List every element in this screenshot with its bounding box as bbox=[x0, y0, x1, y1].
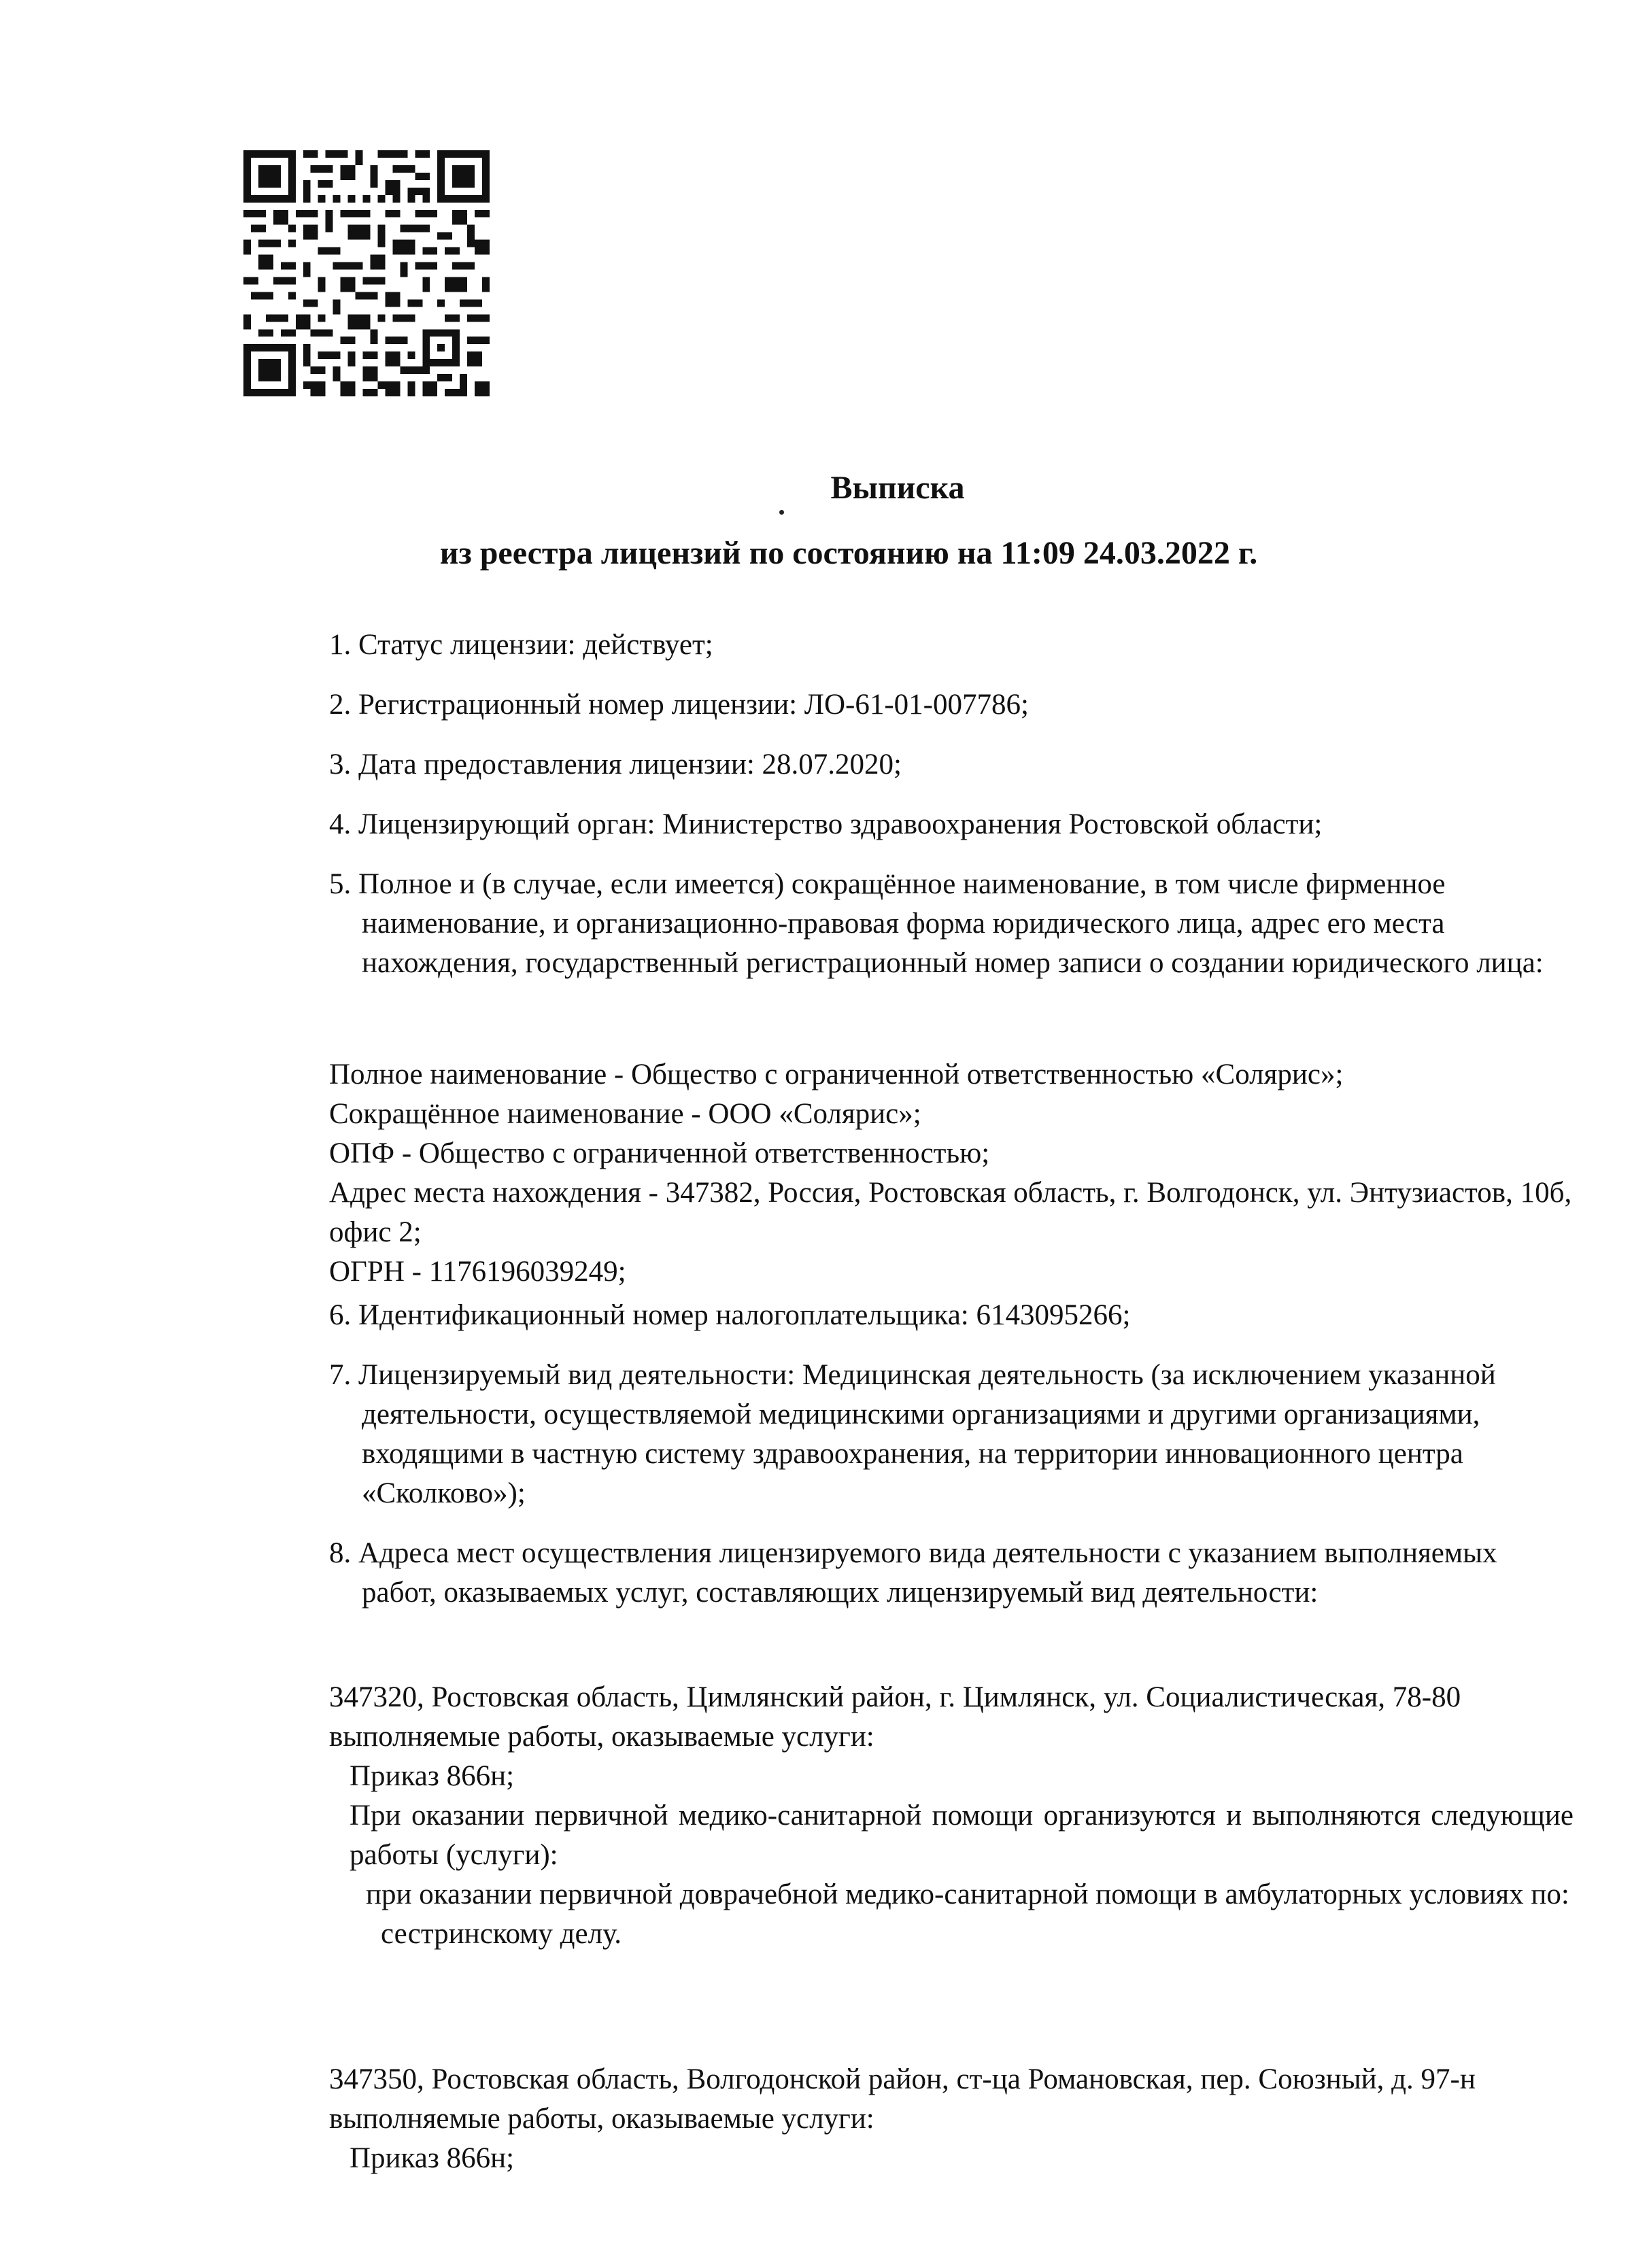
item-inn: 6. Идентификационный номер налогоплательщика: 6143095266; bbox=[329, 1299, 1131, 1331]
organization-block bbox=[329, 1055, 1574, 1292]
location-primary-care: При оказании первичной медико-санитарной помощи организуются и выполняются следующие работы (услуги): bbox=[350, 1800, 1574, 1871]
stray-dot bbox=[779, 510, 784, 515]
org-opf: ОПФ - Общество с ограниченной ответственностью; bbox=[329, 1137, 990, 1169]
location-order: Приказ 866н; bbox=[350, 2142, 515, 2174]
item-registration-number: 2. Регистрационный номер лицензии: ЛО-61-01-007786; bbox=[329, 689, 1029, 721]
item-status: 1. Статус лицензии: действует; bbox=[329, 629, 713, 661]
qr-code-icon bbox=[243, 147, 490, 400]
item-activity-type: 7. Лицензируемый вид деятельности: Медицинская деятельность (за исключением указанной деятельности, осуществляемой медицинскими организациями и другими организациями, входящими в частную систему здравоохранения, на территории инновационного центра «Сколково»); bbox=[329, 1359, 1496, 1509]
location-works-label: выполняемые работы, оказываемые услуги: bbox=[329, 1721, 874, 1753]
org-full-name: Полное наименование - Общество с ограниченной ответственностью «Солярис»; bbox=[329, 1059, 1344, 1090]
location-address: 347320, Ростовская область, Цимлянский район, г. Цимлянск, ул. Социалистическая, 78-80 bbox=[329, 1681, 1461, 1713]
location-pre-doctor-care: при оказании первичной доврачебной медико-санитарной помощи в амбулаторных условиях по: bbox=[366, 1878, 1569, 1910]
license-items-block bbox=[329, 625, 1574, 1003]
location-block-1 bbox=[329, 1678, 1574, 1954]
org-ogrn: ОГРН - 1176196039249; bbox=[329, 1256, 626, 1288]
org-short-name: Сокращённое наименование - ООО «Солярис»; bbox=[329, 1098, 921, 1130]
location-order: Приказ 866н; bbox=[350, 1760, 515, 1792]
item-licensing-authority: 4. Лицензирующий орган: Министерство здравоохранения Ростовской области; bbox=[329, 808, 1323, 840]
document-title: Выписка bbox=[830, 470, 965, 506]
item-issue-date: 3. Дата предоставления лицензии: 28.07.2020; bbox=[329, 749, 902, 780]
item-organization-description: 5. Полное и (в случае, если имеется) сокращённое наименование, в том числе фирменное наименование, и организационно-правовая форма юридического лица, адрес его места нахождения, государственный регистрационный номер записи о создании юридического лица: bbox=[329, 868, 1544, 979]
location-works-label: выполняемые работы, оказываемые услуги: bbox=[329, 2103, 874, 2135]
document-subtitle: из реестра лицензий по состоянию на 11:09 24.03.2022 г. bbox=[439, 535, 1258, 571]
location-nursing: сестринскому делу. bbox=[381, 1918, 622, 1950]
location-address: 347350, Ростовская область, Волгодонской район, ст-ца Романовская, пер. Союзный, д. 97-н bbox=[329, 2063, 1476, 2095]
item-activity-addresses: 8. Адреса мест осуществления лицензируемого вида деятельности с указанием выполняемых работ, оказываемых услуг, составляющих лицензируемый вид деятельности: bbox=[329, 1537, 1497, 1609]
location-block-2 bbox=[329, 2060, 1574, 2178]
org-address: Адрес места нахождения - 347382, Россия, Ростовская область, г. Волгодонск, ул. Энтузиастов, 10б, офис 2; bbox=[329, 1177, 1572, 1248]
license-items-block-2 bbox=[329, 1296, 1574, 1613]
